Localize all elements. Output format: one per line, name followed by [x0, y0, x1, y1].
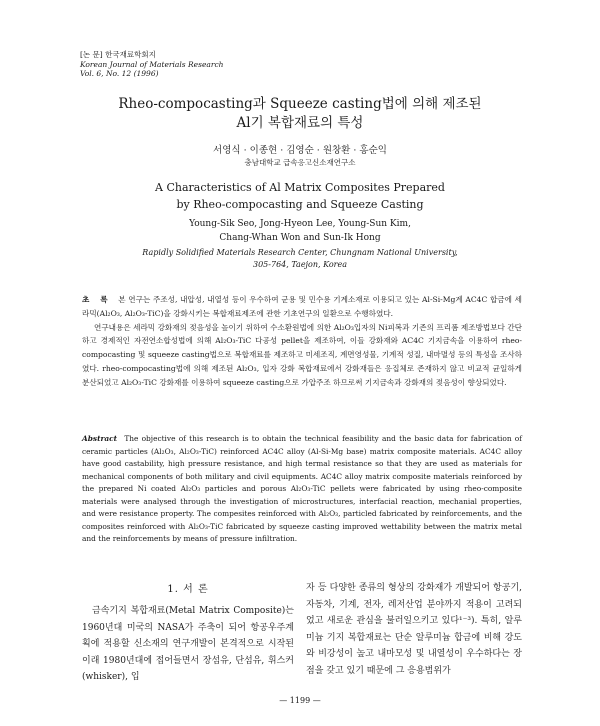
abstract-korean-label: 초 록 [82, 295, 112, 304]
body-paragraph-right: 자 등 다양한 종류의 형상의 강화재가 개발되어 항공기, 자동차, 기계, 전자, 레저산업 분야까지 적용이 고려되었고 새로운 관심을 불러일으키고 있다¹⁻³). 특히, 알루미늄 기지 복합재료는 단순 알루미늄 합금에 비해 강도와 비강성이 높고 내마모성 및 내열성이 우수하다는 장점을 갖고 있기 때문에 그 응용범위가 [306, 583, 522, 676]
abstract-korean-para1 [82, 293, 522, 321]
body-column-right [306, 580, 522, 679]
authors-english [0, 217, 600, 245]
abstract-korean-text1: 본 연구는 주조성, 내압성, 내열성 등이 우수하여 군용 및 민수용 기계소재로 이용되고 있는 Al-Si-Mg계 AC4C 합금에 세라믹(Al₂O₃, Al₂O₃-TiC)을 강화시키는 복합재료제조에 관한 기초연구의 일환으로 수행하였다. [82, 295, 522, 318]
abstract-english-text: The objective of this research is to obtain the technical feasibility and the basic data for fabrication of ceramic particles (Al₂O₃, Al₂O₃-TiC) reinforced AC4C alloy (Al-Si-Mg base) matrix composite materials. AC4C alloy have good castability, high pressure resistance, and high termal resistance so that they are used as materials for mechanical components of both military and civil equipments. AC4C alloy matrix composite materials reinforced by the prepared Ni coated Al₂O₃ particles and porous Al₂O₃-TiC pellets were fabricated by using rheo-composite materials were analysed through the investigation of microstructures, interfacial reaction, mechanial properties, and were resistance property. The compesites reinforced with Al₂O₃, particled fabricated by reinforcements, and the composites reinforced with Al₂O₃-TiC fabricated by squeeze casting improved wettability between the matrix metal and the reinforcements by means of pressure infiltration. [82, 434, 522, 543]
body-paragraph-left: 금속기지 복합재료(Metal Matrix Composite)는 1960년대 미국의 NASA가 주축이 되어 항공우주계획에 적용할 신소재의 연구개발이 본격적으로 시작된 이래 1980년대에 접어들면서 장섬유, 단섬유, 휘스커(whisker), 입 [82, 606, 294, 682]
journal-header [80, 50, 223, 79]
title-english [0, 179, 600, 213]
abstract-english [82, 433, 522, 546]
section-heading-introduction: 1. 서 론 [167, 584, 209, 595]
title-english-line1: A Characteristics of Al Matrix Composites Prepared [155, 181, 445, 194]
title-korean-line2: Al기 복합재료의 특성 [236, 115, 364, 131]
journal-name-en: Korean Journal of Materials Research [80, 59, 224, 69]
title-english-line2: by Rheo-compocasting and Squeeze Casting [176, 198, 424, 211]
title-korean-line1: Rheo-compocasting과 Squeeze casting법에 의해 제조된 [118, 96, 482, 112]
authors-korean: 서영식 · 이종현 · 김영순 · 원창환 · 홍순익 [213, 145, 387, 156]
authors-english-line2: Chang-Whan Won and Sun-Ik Hong [219, 233, 381, 243]
title-korean [0, 95, 600, 133]
journal-volume: Vol. 6, No. 12 (1996) [80, 69, 159, 78]
abstract-english-label: Abstract [82, 434, 118, 443]
authors-english-line1: Young-Sik Seo, Jong-Hyeon Lee, Young-Sun Kim, [189, 219, 411, 229]
affiliation-english [0, 247, 600, 271]
journal-name-ko: [논 문] 한국재료학회지 [80, 50, 156, 59]
affiliation-english-line2: 305-764, Taejon, Korea [253, 260, 347, 269]
body-column-left [82, 580, 294, 686]
page-number: — 1199 — [279, 696, 321, 705]
abstract-korean-para2: 연구내용은 세라믹 강화재의 젖음성을 높이기 위하여 수소환원법에 의한 Al₂O₃입자의 Ni피복과 기존의 프리폼 제조방법보다 간단하고 경제적인 자전연소합성법에 의해 Al₂O₃-TiC 다공성 pellet을 제조하여, 이들 강화재와 AC4C 기지금속을 이용하여 rheo-compocasting 및 squeeze casting법으로 복합재료를 제조하고 미세조직, 계면영성물, 기계적 성질, 내마멸성 등의 특성을 조사하였다. rheo-compocasting법에 의해 제조된 Al₂O₃, 입자 강화 복합재료에서 강화재들은 응집체로 존재하지 않고 비교적 균일하게 분산되었고 Al₂O₃-TiC 강화재를 이용하여 squeeze casting으로 가압주조 하므로써 기지금속과 강화재의 젖음성이 향상되었다. [82, 322, 522, 387]
abstract-korean [82, 293, 522, 390]
affiliation-english-line1: Rapidly Solidified Materials Research Center, Chungnam National University, [142, 248, 458, 257]
affiliation-korean: 충남대학교 급속응고신소재연구소 [244, 158, 356, 167]
